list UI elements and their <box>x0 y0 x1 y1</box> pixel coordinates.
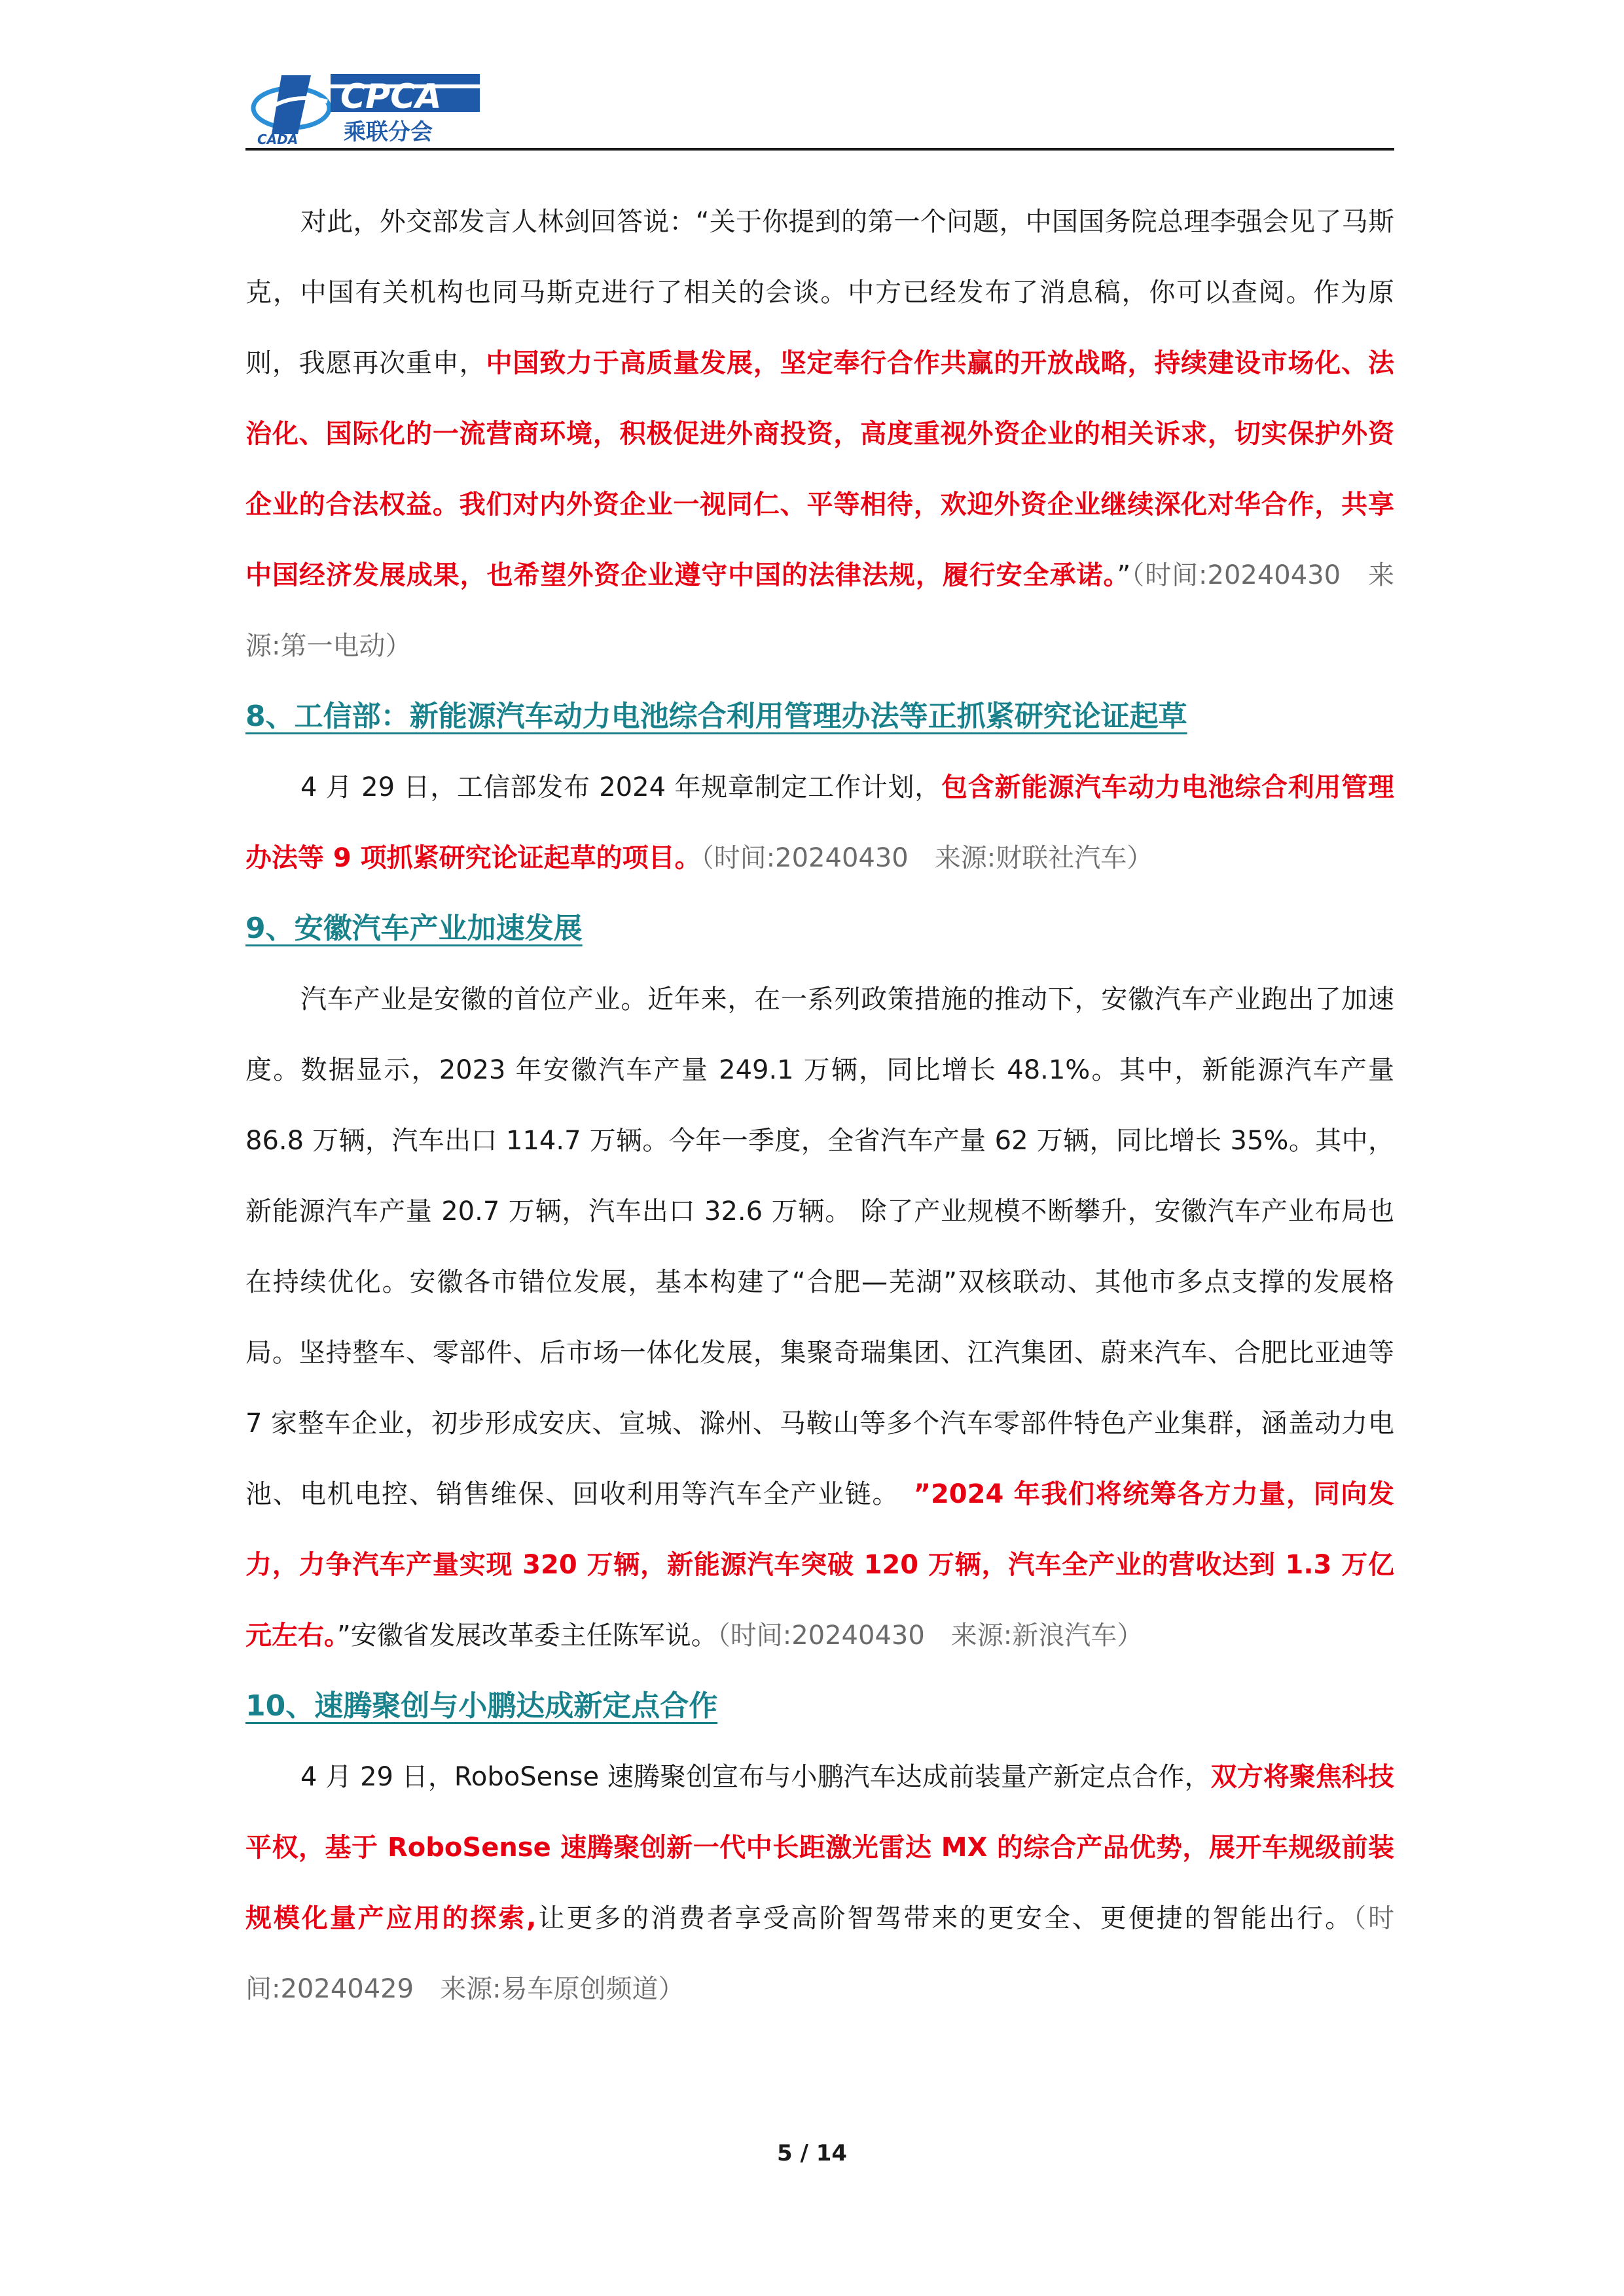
highlight-text: 包含新能源汽车动力电池综合利用管理办法等 9 项抓紧研究论证起草的项目。 <box>245 772 1395 873</box>
article-body <box>245 187 1394 2024</box>
section-heading-9: 9、安徽汽车产业加速发展 <box>245 912 583 945</box>
section-heading-10: 10、速腾聚创与小鹏达成新定点合作 <box>245 1689 718 1723</box>
logo-mark-text: CADA <box>257 132 298 147</box>
header-divider <box>245 148 1394 151</box>
paragraph-anhui: 汽车产业是安徽的首位产业。近年来，在一系列政策措施的推动下，安徽汽车产业跑出了加速度。数据显示，2023 年安徽汽车产量 249.1 万辆，同比增长 48.1%。其中，新能源汽车产量 86.8 万辆，汽车出口 114.7 万辆。今年一季度，全省汽车产量 62 万辆，同比增长 35%。其中，新能源汽车产量 20.7 万辆，汽车出口 32.6 万辆。 除了产业规模不断攀升，安徽汽车产业布局也在持续优化。安徽各市错位发展，基本构建了“合肥—芜湖”双核联动、其他市多点支撑的发展格局。坚持整车、零部件、后市场一体化发展，集聚奇瑞集团、江汽集团、蔚来汽车、合肥比亚迪等 7 家整车企业，初步形成安庆、宣城、滁州、马鞍山等多个汽车零部件特色产业集群，涵盖动力电池、电机电控、销售维保、回收利用等汽车全产业链。 ”2024 年我们将统筹各方力量，同向发力，力争汽车产量实现 320 万辆，新能源汽车突破 120 万辆，汽车全产业的营收达到 1.3 万亿元左右。”安徽省发展改革委主任陈军说。（时间:20240430 来源:新浪汽车） <box>245 984 1395 1651</box>
source-meta: （时间:20240430 来源:第一电动） <box>245 560 1394 661</box>
page-number: 5 / 14 <box>776 2140 848 2166</box>
source-meta: （时间:20240430 来源:新浪汽车） <box>717 1621 1144 1651</box>
source-meta: （时间:20240429 来源:易车原创频道） <box>245 1903 1394 2004</box>
highlight-text: 中国致力于高质量发展，坚定奉行合作共赢的开放战略，持续建设市场化、法治化、国际化的一流营商环境，积极促进外商投资，高度重视外资企业的相关诉求，切实保护外资企业的合法权益。我们对内外资企业一视同仁、平等相待，欢迎外资企业继续深化对华合作，共享中国经济发展成果，也希望外资企业遵守中国的法律法规，履行安全承诺。 <box>245 348 1394 590</box>
paragraph-robosense: 4 月 29 日，RoboSense 速腾聚创宣布与小鹏汽车达成前装量产新定点合作，双方将聚焦科技平权，基于 RoboSense 速腾聚创新一代中长距激光雷达 MX 的综合产品优势，展开车规级前装规模化量产应用的探索,让更多的消费者享受高阶智驾带来的更安全、更便捷的智能出行。（时间:20240429 来源:易车原创频道） <box>245 1762 1395 2004</box>
logo-text: CPCA <box>340 77 442 117</box>
highlight-text: ”2024 年我们将统筹各方力量，同向发力，力争汽车产量实现 320 万辆，新能源汽车突破 120 万辆，汽车全产业的营收达到 1.3 万亿元左右。 <box>245 1479 1395 1651</box>
paragraph-response: 对此，外交部发言人林剑回答说：“关于你提到的第一个问题，中国国务院总理李强会见了马斯克，中国有关机构也同马斯克进行了相关的会谈。中方已经发布了消息稿，你可以查阅。作为原则，我愿再次重申，中国致力于高质量发展，坚定奉行合作共赢的开放战略，持续建设市场化、法治化、国际化的一流营商环境，积极促进外商投资，高度重视外资企业的相关诉求，切实保护外资企业的合法权益。我们对内外资企业一视同仁、平等相待，欢迎外资企业继续深化对华合作，共享中国经济发展成果，也希望外资企业遵守中国的法律法规，履行安全承诺。”（时间:20240430 来源:第一电动） <box>245 207 1394 661</box>
cpca-logo <box>245 62 481 147</box>
logo-subtext: 乘联分会 <box>344 119 433 145</box>
page-header <box>245 62 1394 151</box>
highlight-text: 双方将聚焦科技平权，基于 RoboSense 速腾聚创新一代中长距激光雷达 MX 的综合产品优势，展开车规级前装规模化量产应用的探索, <box>245 1762 1395 1933</box>
paragraph-miit: 4 月 29 日，工信部发布 2024 年规章制定工作计划，包含新能源汽车动力电池综合利用管理办法等 9 项抓紧研究论证起草的项目。（时间:20240430 来源:财联社汽车） <box>245 772 1395 873</box>
section-heading-8: 8、工信部：新能源汽车动力电池综合利用管理办法等正抓紧研究论证起草 <box>245 700 1187 733</box>
source-meta: （时间:20240430 来源:财联社汽车） <box>700 843 1153 873</box>
